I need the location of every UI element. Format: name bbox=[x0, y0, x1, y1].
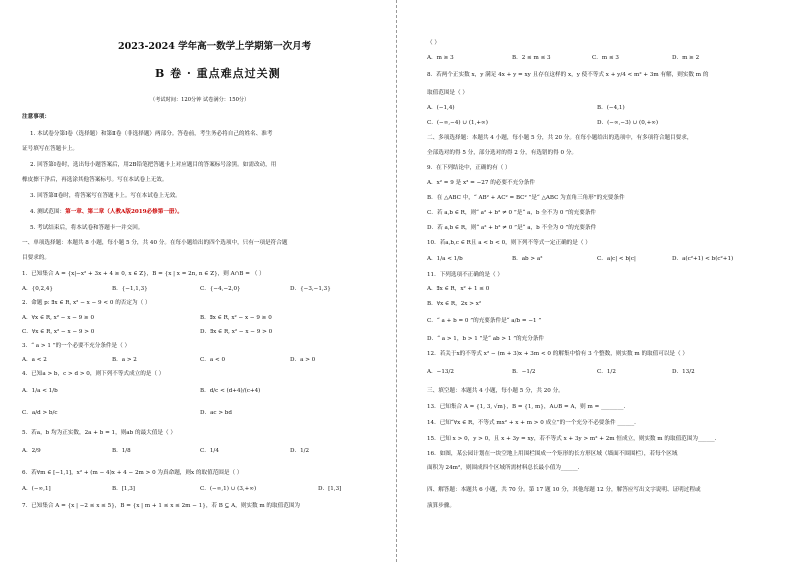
q12-option-d: D．13/2 bbox=[672, 369, 695, 375]
q3-option-c: C．a < 0 bbox=[200, 357, 226, 363]
q9-option-c: C．若 a,b ∈ R，则“ a² + b² ≠ 0 ”是“ a，b 全不为 0 ”的充要条件 bbox=[427, 210, 597, 216]
notes-heading: 注意事项： bbox=[22, 114, 50, 120]
section1-heading-b: 目要求的。 bbox=[22, 255, 50, 261]
q5-option-c: C．1/4 bbox=[200, 448, 219, 454]
q11-option-b: B．∀x ∈ R，2x > x² bbox=[427, 301, 482, 307]
q12-stem: 12．若关于x的不等式 x² − (m + 3)x + 3m < 0 的解集中恰有 3 个整数，则实数 m 的取值可以是（ ） bbox=[427, 351, 688, 357]
q7-option-d: D．m ≥ 2 bbox=[672, 55, 700, 61]
q16-stem-a: 16．如图，某公园计划在一块空地上用围栏围成一个矩形的长方形区域（墙面不围围栏），若每个区域 bbox=[427, 451, 678, 457]
note-1b: 证号填写在答题卡上。 bbox=[22, 146, 78, 152]
q8-option-c: C．(−∞,−4) ∪ (1,+∞) bbox=[427, 120, 488, 126]
section1-heading-a: 一、单项选择题：本题共 8 小题，每小题 5 分，共 40 分。在每小题给出的四个选项中，只有一项是符合题 bbox=[22, 240, 288, 246]
q11-option-d: D．“ a > 1，b > 1 ”是“ ab > 1 ”的充分条件 bbox=[427, 336, 545, 342]
q5-option-a: A．2/9 bbox=[22, 448, 41, 454]
q4-option-d: D．ac > bd bbox=[200, 410, 232, 416]
q2-option-a: A．∀x ∈ R, x² − x − 9 ≥ 0 bbox=[22, 315, 95, 321]
q8-option-a: A．(−1,4) bbox=[427, 105, 455, 111]
note-4-range: 第一章、第二章（人教A版2019必修第一册）。 bbox=[65, 209, 183, 215]
q10-option-d: D．a(c²+1) < b(c²+1) bbox=[672, 256, 734, 262]
q9-option-d: D．若 a,b ∈ R，则“ a² + b² ≠ 0 ”是“ a，b 不全为 0 ”的充要条件 bbox=[427, 225, 597, 231]
q5-option-d: D．1/2 bbox=[290, 448, 310, 454]
q11-option-a: A．∃x ∈ R，x² + 1 ≤ 0 bbox=[427, 286, 490, 292]
q8-stem-b: 取值范围是（ ） bbox=[427, 90, 468, 96]
q8-option-b: B．(−4,1) bbox=[597, 105, 625, 111]
q7-stem-part2: （ ） bbox=[427, 40, 440, 46]
q1-option-b: B．{−1,1,3} bbox=[112, 286, 148, 292]
q16-stem-b: 面积为 24m²，则围成四个区域所需材料总长最小值为______. bbox=[427, 465, 580, 471]
q3-option-b: B．a > 2 bbox=[112, 357, 137, 363]
q7-stem-part1: 7．已知集合 A = {x | −2 ≤ x ≤ 5}，B = {x | m + 1 ≤ x ≤ 2m − 1}，若 B ⊆ A，则实数 m 的取值范围为 bbox=[22, 503, 300, 509]
q4-option-a: A．1/a < 1/b bbox=[22, 388, 58, 394]
q1-option-d: D．{−3,−1,3} bbox=[290, 286, 331, 292]
q4-stem: 4．已知a > b，c > d > 0，则下列不等式成立的是（ ） bbox=[22, 371, 165, 377]
note-1a: 1. 本试卷分第Ⅰ卷（选择题）和第Ⅱ卷（非选择题）两部分。答卷前，考生务必将自己的姓名、准考 bbox=[30, 131, 273, 137]
exam-info: （考试时间：120分钟 试卷满分：150分） bbox=[150, 97, 250, 103]
right-column bbox=[397, 0, 794, 562]
exam-title: 2023-2024 学年高一数学上学期第一次月考 bbox=[118, 41, 312, 52]
q3-option-a: A．a < 2 bbox=[22, 357, 47, 363]
note-4-prefix: 4. 测试范围： bbox=[30, 209, 66, 215]
q9-option-a: A．x² = 9 是 x³ = −27 的必要不充分条件 bbox=[427, 180, 535, 186]
q10-option-c: C．a|c| < b|c| bbox=[597, 256, 636, 262]
section4-heading-a: 四、解答题：本题共 6 小题，共 70 分。第 17 题 10 分，其他每题 12 分，解答应写出文字说明、证明过程或 bbox=[427, 487, 701, 493]
q2-stem: 2．命题 p: ∃x ∈ R, x² − x − 9 < 0 的否定为（ ） bbox=[22, 300, 151, 306]
q3-option-d: D．a > 0 bbox=[290, 357, 316, 363]
exam-subtitle: B 卷 · 重点难点过关测 bbox=[155, 67, 281, 80]
note-3: 3. 回答第Ⅱ卷时，将答案写在答题卡上。写在本试卷上无效。 bbox=[30, 193, 181, 199]
q1-option-c: C．{−4,−2,0} bbox=[200, 286, 241, 292]
q7-option-c: C．m ≤ 3 bbox=[592, 55, 619, 61]
q2-option-b: B．∃x ∈ R, x² − x − 9 ≥ 0 bbox=[200, 315, 272, 321]
q9-option-b: B．在 △ABC 中，“ AB² + AC² = BC² ”是“ △ABC 为直角三角形”的充要条件 bbox=[427, 195, 625, 201]
q8-option-d: D．(−∞,−3) ∪ (0,+∞) bbox=[597, 120, 659, 126]
q6-stem: 6．若∀m ∈ [−1,1]，x² + (m − 4)x + 4 − 2m > 0 为真命题，则x 的取值范围是（ ） bbox=[22, 470, 243, 476]
q6-option-b: B．[1,3] bbox=[112, 486, 135, 492]
q1-option-a: A．{0,2,4} bbox=[22, 286, 53, 292]
q9-stem: 9．在下列结论中，正确的有（ ） bbox=[427, 165, 511, 171]
q5-stem: 5．若a，b 均为正实数，2a + b = 1，则ab 的最大值是（ ） bbox=[22, 430, 176, 436]
note-5: 5. 考试结束后，将本试卷和答题卡一并交回。 bbox=[30, 225, 144, 231]
q2-option-d: D．∃x ∈ R, x² − x − 9 > 0 bbox=[200, 329, 273, 335]
note-2b: 橡皮擦干净后，再选涂其他答案标号。写在本试卷上无效。 bbox=[22, 177, 168, 183]
q8-stem-a: 8．若两个正实数 x，y 满足 4x + y = xy 且存在这样的 x，y 使不等式 x + y/4 < m² + 3m 有解，则实数 m 的 bbox=[427, 72, 709, 78]
section2-heading-b: 全部选对的得 5 分，部分选对的得 2 分，有选错的得 0 分。 bbox=[427, 150, 578, 156]
section3-heading: 三、填空题：本题共 4 小题，每小题 5 分，共 20 分。 bbox=[427, 388, 564, 394]
q15-stem: 15．已知 x > 0，y > 0，且 x + 3y = xy，若不等式 x + 3y > m² + 2m 恒成立，则实数 m 的取值范围为______. bbox=[427, 436, 717, 442]
q11-stem: 11．下列选项不正确的是（ ） bbox=[427, 272, 504, 278]
note-2a: 2. 回答第Ⅰ卷时，选出每小题答案后，用2B铅笔把答题卡上对应题目的答案标号涂黑。如需改动，用 bbox=[30, 162, 277, 168]
section2-heading-a: 二、多项选择题：本题共 4 小题，每小题 5 分，共 20 分。在每小题给出的选项中，有多项符合题目要求， bbox=[427, 135, 693, 141]
q12-option-b: B．−1/2 bbox=[512, 369, 536, 375]
q2-option-c: C．∀x ∈ R, x² − x − 9 > 0 bbox=[22, 329, 95, 335]
q7-option-a: A．m ≥ 3 bbox=[427, 55, 454, 61]
q7-option-b: B．2 ≤ m ≤ 3 bbox=[512, 55, 551, 61]
q10-option-a: A．1/a < 1/b bbox=[427, 256, 463, 262]
q13-stem: 13．已知集合 A = {1, 3, √m}，B = {1, m}，A∪B = A，则 m = ________. bbox=[427, 404, 626, 410]
q12-option-c: C．1/2 bbox=[597, 369, 616, 375]
q4-option-c: C．a/d > b/c bbox=[22, 410, 58, 416]
q1-stem: 1．已知集合 A = {x|−x² + 3x + 4 ≥ 0, x ∈ Z}，B = {x | x = 2n, n ∈ Z}，则 A∩B = （ ） bbox=[22, 271, 265, 277]
q6-option-c: C．(−∞,1) ∪ (3,+∞) bbox=[200, 486, 257, 492]
q11-option-c: C．“ a + b = 0 ”的充要条件是“ a/b = −1 ” bbox=[427, 318, 542, 324]
q10-option-b: B．ab > a² bbox=[512, 256, 543, 262]
q10-stem: 10．若a,b,c ∈ R且 a < b < 0，则下列不等式一定正确的是（ ） bbox=[427, 240, 591, 246]
q3-stem: 3．“ a > 1 ”的一个必要不充分条件是（ ） bbox=[22, 343, 131, 349]
q5-option-b: B．1/8 bbox=[112, 448, 131, 454]
section4-heading-b: 演算步骤。 bbox=[427, 503, 455, 509]
q4-option-b: B．d/c < (d+4)/(c+4) bbox=[200, 388, 261, 394]
q6-option-d: D．[1,3] bbox=[318, 486, 342, 492]
q6-option-a: A．(−∞,1] bbox=[22, 486, 51, 492]
q14-stem: 14．已知“∀x ∈ R，不等式 mx² + x + m > 0 成立”的一个充分不必要条件 ______. bbox=[427, 420, 636, 426]
note-4 bbox=[30, 209, 183, 216]
q12-option-a: A．−13/2 bbox=[427, 369, 454, 375]
